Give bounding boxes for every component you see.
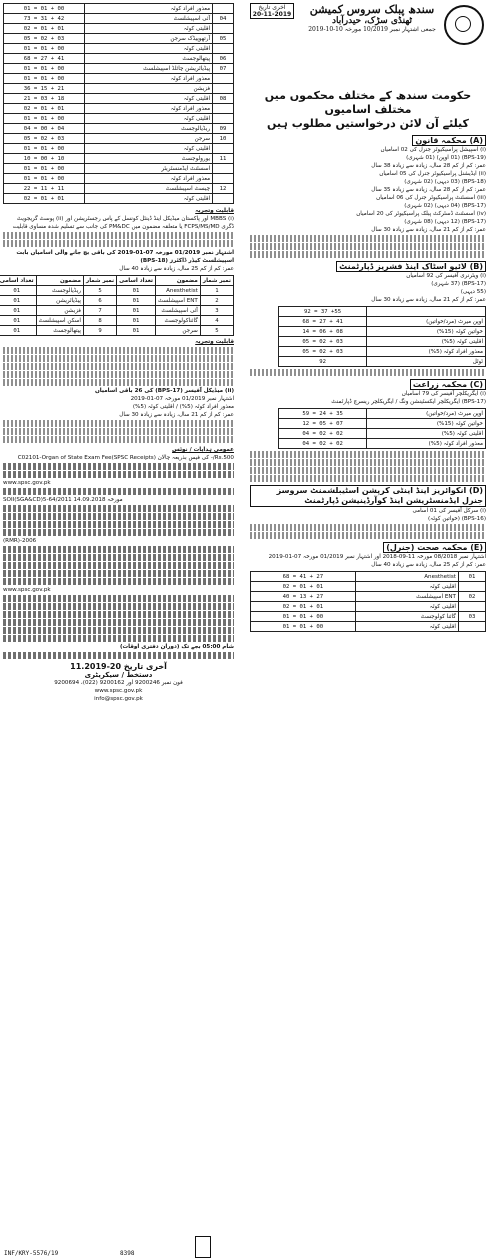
- table-cell: 3: [200, 306, 233, 316]
- table-cell: Anesthetist: [355, 572, 458, 582]
- table-cell: 07 + 05 = 12: [279, 419, 367, 429]
- table-cell: 01: [0, 326, 36, 336]
- table-row: [4, 194, 234, 204]
- table-header-cell: نمبر شمار: [83, 276, 116, 286]
- table-cell: 42 + 31 = 73: [4, 14, 85, 24]
- table-row: [251, 602, 486, 612]
- table-cell: ریڈیالوجسٹ: [85, 124, 213, 134]
- table-row: [279, 439, 486, 449]
- section-b-title: (B) لائیو اسٹاک اینڈ فشریز ڈپارٹمنٹ: [250, 261, 486, 272]
- table-cell: 03 + 02 = 05: [4, 34, 85, 44]
- table-cell: معذور افراد کوٹہ: [85, 174, 213, 184]
- post-a-line: (iv) اسسٹنٹ ڈسٹرکٹ پبلک پراسیکیوٹر کی 20 اسامیاں: [356, 211, 486, 217]
- table-row: [279, 337, 486, 347]
- post-d-line: (BPS-16) (خواتین کوٹہ): [428, 516, 486, 522]
- table-cell: 5: [200, 326, 233, 336]
- table-cell: پیتھالوجسٹ: [36, 326, 83, 336]
- post-a-line: عمر: کم از کم 21 سال، زیادہ سے زیادہ 30 سال: [371, 227, 486, 233]
- table-header-cell: نمبر شمار: [200, 276, 233, 286]
- specialist-table-top: [3, 3, 234, 204]
- table-cell: معذور افراد کوٹہ: [85, 104, 213, 114]
- table-row: [4, 44, 234, 54]
- table-cell: 00 + 01 = 01: [4, 74, 85, 84]
- qualification-title-2: قابلیت وتجربہ: [195, 339, 234, 345]
- table-cell: آئی اسپیشلسٹ: [85, 14, 213, 24]
- table-cell: 10: [213, 134, 234, 144]
- table-cell: [366, 307, 485, 317]
- qualification-text: (i) MBBS اور پاکستان میڈیکل اینڈ ڈینٹل کونسل کے پاس رجسٹریشن اور (ii) پوسٹ گریجویٹ ڈگری FCPS/MS/MD یا متعلقہ مضمون میں PM&DC کی جانب سے تسلیم شدہ مساوی قابلیت: [12, 216, 234, 230]
- table-row: [251, 612, 486, 622]
- table-cell: 00 + 01 = 01: [4, 44, 85, 54]
- qualification-title: قابلیت وتجربہ: [195, 208, 234, 214]
- table-cell: [213, 114, 234, 124]
- website-link-2[interactable]: www.spsc.gov.pk: [3, 587, 51, 593]
- table-cell: [213, 24, 234, 34]
- ad-reference-1: اشتہار نمبر 01/2019 مورخہ 07-01-2019 کی باقی بچ جانے والی اسامیاں بابت اسپیشلسٹ کیڈر ڈاکٹرز (BPS-18): [16, 250, 234, 264]
- section-e-table: [250, 571, 486, 632]
- table-cell: 2: [200, 296, 233, 306]
- post-a-line: عمر: کم از کم 28 سال، زیادہ سے زیادہ 35 سال: [371, 187, 486, 193]
- section-c-table: [278, 408, 486, 449]
- section-a-posts: [250, 146, 486, 234]
- table-cell: 11: [213, 154, 234, 164]
- table-cell: 41 + 27 = 68: [279, 317, 367, 327]
- table-row: [4, 94, 234, 104]
- post-a-line: (BPS-17) (04 دیہی) (02 شہری): [404, 203, 486, 209]
- ad-reference-3: اشتہار نمبر 01/2019 مورخہ 07-01-2019: [130, 396, 234, 402]
- table-header-cell: تعداد اسامی: [117, 276, 156, 286]
- section-b-posts: [250, 272, 486, 304]
- email-link[interactable]: info@spsc.gov.pk: [94, 696, 143, 702]
- table-cell: Anesthetist: [155, 286, 200, 296]
- table-row: [251, 572, 486, 582]
- section-c-posts: [250, 390, 486, 406]
- commission-name: سندھ پبلک سروس کمیشن: [309, 3, 435, 16]
- table-cell: اقلیتی کوٹہ (5%): [366, 337, 485, 347]
- section-e-title: (E) محکمہ صحت (جنرل): [250, 542, 486, 553]
- table-row: [279, 347, 486, 357]
- post-a-line: (ii) ایڈیشنل پراسیکیوٹر جنرل کی 05 اسامیاں: [379, 171, 486, 177]
- table-cell: اقلیتی کوٹہ: [85, 194, 213, 204]
- table-row: [4, 134, 234, 144]
- headline-line-1: حکومت سندھ کے مختلف محکموں میں مختلف اسامیوں: [264, 89, 472, 116]
- table-cell: ریڈیالوجسٹ: [36, 286, 83, 296]
- ad-number: جمعی اشتہار نمبر 10/2019 مورخہ 10-10-2019: [308, 26, 436, 33]
- table-cell: [213, 194, 234, 204]
- table-cell: اقلیتی کوٹہ: [85, 144, 213, 154]
- helpline-number: 8398: [120, 1250, 135, 1257]
- table-cell: 27 + 41 = 68: [251, 572, 356, 582]
- table-row: [0, 306, 234, 316]
- table-cell: گائناکولوجسٹ: [155, 316, 200, 326]
- table-cell: 02 + 02 = 04: [279, 439, 367, 449]
- table-cell: 00 + 01 = 01: [251, 622, 356, 632]
- table-cell: 00 + 01 = 01: [4, 114, 85, 124]
- table-cell: 01 + 01 = 02: [251, 582, 356, 592]
- table-cell: معذور افراد کوٹہ: [85, 4, 213, 14]
- table-cell: اسکن اسپیشلسٹ: [36, 316, 83, 326]
- table-cell: 01: [117, 316, 156, 326]
- table-row: [4, 114, 234, 124]
- table-cell: اقلیتی کوٹہ: [85, 24, 213, 34]
- table-cell: 02: [458, 592, 485, 602]
- table-row: [4, 14, 234, 24]
- table-cell: ENT اسپیشلسٹ: [155, 296, 200, 306]
- table-cell: 03 + 02 = 05: [279, 347, 367, 357]
- age-limit-1: عمر: کم از کم 25 سال، زیادہ سے زیادہ 40 سال: [119, 266, 234, 272]
- table-cell: 8: [83, 316, 116, 326]
- table-row: [279, 409, 486, 419]
- table-cell: 00 + 01 = 01: [4, 164, 85, 174]
- table-cell: 35 + 24 = 59: [279, 409, 367, 419]
- website-link-1[interactable]: www.spsc.gov.pk: [3, 480, 51, 486]
- table-cell: 01: [117, 326, 156, 336]
- post-a-line: عمر: کم از کم 28 سال، زیادہ سے زیادہ 38 سال: [371, 163, 486, 169]
- table-row: [251, 582, 486, 592]
- section-d-posts: [250, 507, 486, 523]
- table-row: [279, 429, 486, 439]
- table-cell: [213, 104, 234, 114]
- table-row: [4, 4, 234, 14]
- table-cell: 92: [279, 357, 367, 367]
- table-cell: 6: [83, 296, 116, 306]
- table-row: [4, 174, 234, 184]
- table-cell: 10 + 00 = 10: [4, 154, 85, 164]
- table-cell: [458, 602, 485, 612]
- table-cell: [458, 582, 485, 592]
- table-cell: 01: [0, 306, 36, 316]
- table-cell: 1: [200, 286, 233, 296]
- table-cell: اقلیتی کوٹہ: [355, 582, 458, 592]
- table-cell: 00 + 01 = 01: [4, 174, 85, 184]
- table-cell: 05: [213, 34, 234, 44]
- table-cell: سرجن: [85, 134, 213, 144]
- table-cell: اقلیتی کوٹہ (5%): [366, 429, 485, 439]
- headline: [250, 89, 486, 131]
- table-cell: 01: [458, 572, 485, 582]
- table-cell: فزیشن: [85, 84, 213, 94]
- table-row: [4, 64, 234, 74]
- ad-reference-2: (ii) میڈیکل آفیسر (BPS-17) کی 26 باقی اسامیاں: [95, 388, 234, 394]
- table-cell: 7: [83, 306, 116, 316]
- last-date-label: آخری تاریخ: [258, 4, 286, 11]
- table-cell: پیتھالوجسٹ: [85, 54, 213, 64]
- table-cell: اقلیتی کوٹہ: [85, 94, 213, 104]
- post-c-line: (BPS-17) ایگریکلچر ایکسٹینشن ونگ / ایگریکلچر ریسرچ ڈپارٹمنٹ: [331, 399, 486, 405]
- table-cell: پیڈیاٹریشن: [36, 296, 83, 306]
- table-row: [4, 154, 234, 164]
- table-row: [4, 164, 234, 174]
- table-cell: 08 + 06 = 14: [279, 327, 367, 337]
- section-c-title: (C) محکمہ زراعت: [250, 379, 486, 390]
- table-cell: اوپن میرٹ (مرد/خواتین): [366, 409, 485, 419]
- spsc-logo-icon: [444, 5, 484, 45]
- table-cell: [213, 4, 234, 14]
- table-cell: 55+ 37 = 92: [279, 307, 367, 317]
- table-cell: آرتھوپیڈک سرجن: [85, 34, 213, 44]
- table-cell: 01: [117, 286, 156, 296]
- post-b-line: (BPS-17) (37 شہری): [431, 281, 486, 287]
- rmr-reference: (RMR)-2006: [3, 538, 37, 544]
- table-row: [4, 34, 234, 44]
- table-cell: 09: [213, 124, 234, 134]
- table-cell: 00 + 01 = 01: [4, 4, 85, 14]
- table-header-cell: تعداد اسامی: [0, 276, 36, 286]
- table-cell: 18 + 03 = 21: [4, 94, 85, 104]
- header: [250, 3, 486, 85]
- right-column: [250, 3, 486, 632]
- post-b-line: (55 دیہی): [460, 289, 486, 295]
- phone-numbers: فون نمبر 9200246 اور 9200162 (022)، 9200694: [54, 680, 183, 686]
- fee-line: Rs.500/- کی فیس بذریعہ چالان C02101-Organ of State Exam Fee(SPSC Receipts): [17, 455, 234, 461]
- table-cell: 00 + 01 = 01: [4, 64, 85, 74]
- table-cell: 01 + 01 = 02: [4, 24, 85, 34]
- table-cell: 07: [213, 64, 234, 74]
- table-cell: گائنا کولوجسٹ: [355, 612, 458, 622]
- post-c-line: (i) ایگریکلچر آفیسر کی 79 اسامیاں: [401, 391, 486, 397]
- table-cell: سرجن: [155, 326, 200, 336]
- remaining-posts-table: [0, 275, 234, 336]
- table-row: [4, 124, 234, 134]
- age-limit-2: عمر: کم از کم 21 سال، زیادہ سے زیادہ 30 سال: [119, 412, 234, 418]
- table-cell: 21 + 15 = 36: [4, 84, 85, 94]
- table-cell: 01: [0, 296, 36, 306]
- table-cell: آئی اسپیشلسٹ: [155, 306, 200, 316]
- table-cell: [213, 44, 234, 54]
- instructions-title: عمومی ہدایات / نوٹس: [172, 447, 234, 453]
- post-a-line: (BPS-19) (01 اوپن) (01 شہری): [406, 155, 486, 161]
- table-cell: معذور افراد کوٹہ (5%): [366, 347, 485, 357]
- table-cell: 9: [83, 326, 116, 336]
- table-cell: 01: [0, 316, 36, 326]
- table-row: [279, 327, 486, 337]
- table-cell: 06: [213, 54, 234, 64]
- table-cell: 01: [117, 296, 156, 306]
- table-header-row: [0, 276, 234, 286]
- table-cell: 4: [200, 316, 233, 326]
- table-cell: 27 + 13 = 40: [251, 592, 356, 602]
- header-title-block: [302, 3, 442, 33]
- left-column: [0, 3, 234, 703]
- table-cell: اقلیتی کوٹہ: [85, 114, 213, 124]
- table-row: [0, 296, 234, 306]
- table-row: [0, 326, 234, 336]
- table-cell: فزیشن: [36, 306, 83, 316]
- commission-address: ٹھنڈی سڑک، حیدرآباد: [332, 16, 412, 26]
- table-row: [251, 592, 486, 602]
- table-cell: 01 + 01 = 02: [4, 194, 85, 204]
- post-a-line: (BPS-18) (03 دیہی) (02 شہری): [404, 179, 486, 185]
- table-cell: 00 + 01 = 01: [251, 612, 356, 622]
- table-row: [251, 622, 486, 632]
- table-row: [4, 24, 234, 34]
- table-cell: 01: [0, 286, 36, 296]
- post-d-line: (i) سرکل آفیسر کی 01 اسامی: [412, 508, 486, 514]
- table-cell: ٹوٹل: [366, 357, 485, 367]
- post-e-line: اشتہار نمبر 08/2018 مورخہ 11-09-2018 اور اشتہار نمبر 01/2019 مورخہ 07-01-2019: [268, 554, 486, 560]
- table-cell: پیڈیاٹریشن چائلڈ اسپیشلسٹ: [85, 64, 213, 74]
- table-cell: 03 + 02 = 05: [4, 134, 85, 144]
- table-cell: 01 + 01 = 02: [4, 104, 85, 114]
- post-a-line: (iii) اسسٹنٹ پراسیکیوٹر جنرل کی 06 اسامیاں: [376, 195, 486, 201]
- table-cell: 5: [83, 286, 116, 296]
- table-cell: 03 + 02 = 05: [279, 337, 367, 347]
- portrait-stamp-icon: [195, 1236, 211, 1258]
- table-row: [4, 184, 234, 194]
- post-b-line: (i) ویٹرنری آفیسر کی 92 اسامیاں: [406, 273, 486, 279]
- table-cell: 03: [458, 612, 485, 622]
- section-b-table: [278, 306, 486, 367]
- table-cell: 12: [213, 184, 234, 194]
- table-cell: 11 + 11 = 22: [4, 184, 85, 194]
- headline-line-2: کیلئے آن لائن درخواستیں مطلوب ہیں: [267, 117, 469, 130]
- table-cell: اقلیتی کوٹہ: [355, 602, 458, 612]
- table-cell: [213, 144, 234, 154]
- table-cell: [213, 164, 234, 174]
- table-cell: 08: [213, 94, 234, 104]
- table-row: [279, 357, 486, 367]
- table-row: [4, 74, 234, 84]
- table-row: [4, 144, 234, 154]
- table-cell: معذور افراد کوٹہ (5%): [366, 439, 485, 449]
- table-cell: معذور افراد کوٹہ: [85, 74, 213, 84]
- table-cell: 02 + 02 = 04: [279, 429, 367, 439]
- table-cell: 01: [117, 306, 156, 316]
- section-e-posts: [250, 553, 486, 569]
- table-header-cell: مضمون: [36, 276, 83, 286]
- table-row: [0, 286, 234, 296]
- table-cell: [213, 84, 234, 94]
- table-row: [279, 317, 486, 327]
- notification-number: SOII(SGA&CD)5-64/2011 مورخہ 14.09.2018: [3, 497, 123, 503]
- table-cell: چیسٹ اسپیشلسٹ: [85, 184, 213, 194]
- last-date: 20-11-2019: [252, 11, 292, 18]
- inf-code: INF/KRY-5576/19: [4, 1250, 59, 1257]
- post-e-line: عمر: کم از کم 25 سال، زیادہ سے زیادہ 40 سال: [371, 562, 486, 568]
- section-a-title: (A) محکمہ قانون: [250, 135, 486, 146]
- website-link-3[interactable]: www.spsc.gov.pk: [94, 688, 143, 694]
- table-cell: 04 + 00 = 04: [4, 124, 85, 134]
- table-cell: اوپن میرٹ (مرد/خواتین): [366, 317, 485, 327]
- table-cell: خواتین کوٹہ (15%): [366, 327, 485, 337]
- table-row: [279, 419, 486, 429]
- table-cell: یورولوجسٹ: [85, 154, 213, 164]
- post-b-line: عمر: کم از کم 21 سال، زیادہ سے زیادہ 30 سال: [371, 297, 486, 303]
- table-cell: [213, 74, 234, 84]
- table-cell: اسسٹنٹ ایڈمنسٹریٹر: [85, 164, 213, 174]
- table-header-cell: مضمون: [155, 276, 200, 286]
- secretary-signature: دستخط / سیکریٹری: [84, 671, 153, 679]
- table-cell: اقلیتی کوٹہ: [85, 44, 213, 54]
- table-cell: ENT اسپیشلسٹ: [355, 592, 458, 602]
- table-row: [279, 307, 486, 317]
- table-cell: 01 + 01 = 02: [251, 602, 356, 612]
- footer-last-date: آخری تاریخ 20-11.2019: [70, 662, 167, 671]
- table-cell: اقلیتی کوٹہ: [355, 622, 458, 632]
- table-cell: [213, 174, 234, 184]
- table-cell: 41 + 27 = 68: [4, 54, 85, 64]
- quota-note: معذور افراد کوٹہ (5%) / اقلیتی کوٹہ (5%): [132, 404, 234, 410]
- table-row: [4, 104, 234, 114]
- table-cell: خواتین کوٹہ (15%): [366, 419, 485, 429]
- post-a-line: (i) اسپیشل پراسیکیوٹر جنرل کی 02 اسامیاں: [380, 147, 486, 153]
- section-d-title: (D) انکوائریز اینڈ اینٹی کرپشن اسٹیبلشمنٹ سروسز جنرل ایڈمنسٹریشن اینڈ کوآرڈینیشن ڈپارٹمنٹ: [250, 485, 486, 507]
- post-a-line: (BPS-17) (12 دیہی) (08 شہری): [404, 219, 486, 225]
- table-cell: [458, 622, 485, 632]
- last-date-box: [250, 3, 294, 19]
- time-note: شام 05:00 بجے تک (دوران دفتری اوقات): [119, 644, 234, 650]
- table-row: [4, 54, 234, 64]
- table-row: [0, 316, 234, 326]
- table-cell: 04: [213, 14, 234, 24]
- table-row: [4, 84, 234, 94]
- table-cell: 00 + 01 = 01: [4, 144, 85, 154]
